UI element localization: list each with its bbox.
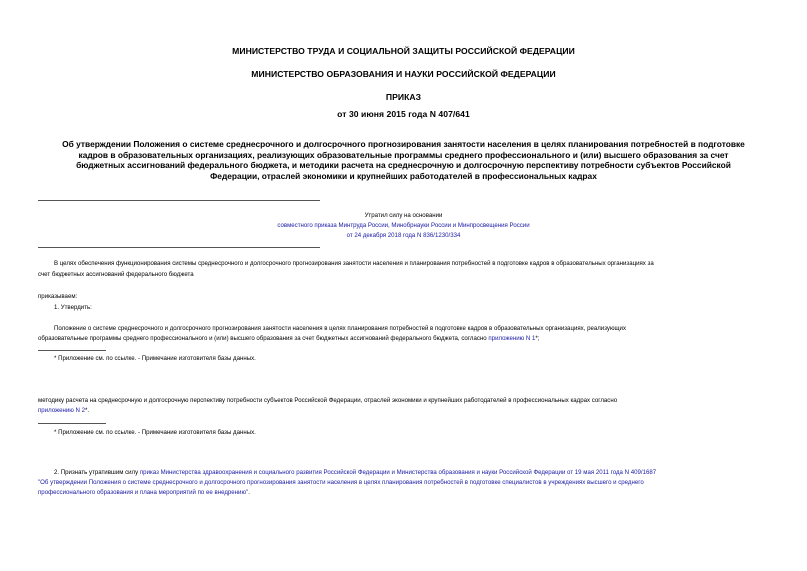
ministry-education-heading: МИНИСТЕРСТВО ОБРАЗОВАНИЯ И НАУКИ РОССИЙСКОЙ ФЕДЕРАЦИИ [251, 69, 556, 79]
repeal-order-link[interactable]: совместного приказа Минтруда России, Минобрнауки России и Минпросвещения России [277, 222, 530, 229]
appendix2-link[interactable]: приложению N 2 [38, 407, 86, 414]
order-word: приказываем: [38, 293, 78, 300]
divider-bottom [38, 247, 320, 248]
repeal-prefix: 2. Признать утратившим силу [54, 469, 139, 476]
ministry-labor-heading: МИНИСТЕРСТВО ТРУДА И СОЦИАЛЬНОЙ ЗАЩИТЫ РОССИЙСКОЙ ФЕДЕРАЦИИ [232, 46, 575, 56]
footnote-rule [38, 423, 106, 424]
item2-line [38, 406, 89, 416]
item1-line [38, 334, 539, 344]
document-date: от 30 июня 2015 года N 407/641 [337, 109, 470, 119]
footnote-2: * Приложение см. по ссылке. - Примечание изготовителя базы данных. [54, 429, 256, 436]
title-line: Федерации, отраслей экономики и крупнейших работодателей в профессиональных кадрах [210, 170, 597, 181]
appendix1-link[interactable]: приложению N 1 [488, 335, 536, 342]
intro-line: счет бюджетных ассигнований федерального бюджета [38, 271, 194, 278]
repeal-ending: . [248, 489, 250, 496]
item1-text: образовательные программы среднего профессионального и (или) высшего образования за счет бюджетных ассигнований федерального бюджета, согласно [38, 335, 487, 342]
document-type-heading: ПРИКАЗ [385, 92, 422, 102]
repealed-order-title-link-end[interactable]: профессионального образования и плана мероприятий по ее внедрению" [38, 489, 249, 496]
status-lost-force: Утратил силу на основании [364, 212, 443, 219]
repeal-order-link-date[interactable]: от 24 декабря 2018 года N 836/1230/334 [346, 232, 461, 239]
intro-line: В целях обеспечения функционирования системы среднесрочного и долгосрочного прогнозирования занятости населения и планирования потребностей в подготовке кадров в образовательных организациях за [54, 260, 654, 267]
title-line: Об утверждении Положения о системе среднесрочного и долгосрочного прогнозирования занятости населения в целях планирования потребностей в подготовке [62, 139, 745, 149]
title-line: бюджетных ассигнований федерального бюджета, и методики расчета на среднесрочную и долгосрочную перспективу потребности субъектов Российской [76, 160, 731, 171]
divider-top [38, 200, 320, 201]
repeal-line [38, 488, 250, 498]
approve-clause: 1. Утвердить: [54, 304, 92, 311]
footnote-1: * Приложение см. по ссылке. - Примечание изготовителя базы данных. [54, 355, 256, 362]
status-link[interactable] [0, 221, 807, 231]
repealed-order-title-link[interactable]: "Об утверждении Положения о системе среднесрочного и долгосрочного прогнозирования занятости населения в целях планирования потребностей в подготовке специалистов в учреждениях высшего и среднего [38, 479, 644, 486]
repeal-line [54, 468, 656, 478]
item2-ending: *. [85, 407, 90, 414]
title-line: кадров в образовательных организациях, реализующих образовательные программы среднего профессионального и (или) высшего образования за счет [78, 149, 729, 160]
item2-line: методику расчета на среднесрочную и долгосрочную перспективу потребности субъектов Российской Федерации, отраслей экономики и крупнейших работодателей в профессиональных кадрах согласно [38, 397, 618, 404]
status-link-line2[interactable] [0, 231, 807, 241]
document-title [30, 139, 777, 181]
repealed-order-link[interactable]: приказ Министерства здравоохранения и социального развития Российской Федерации и Министерства образования и науки Российской Федерации от 19 мая 2011 года N 409/1687 [139, 469, 657, 476]
item1-line: Положение о системе среднесрочного и долгосрочного прогнозирования занятости населения в целях планирования потребностей в подготовке кадров в образовательных организациях, реализующих [54, 325, 627, 332]
repeal-line[interactable] [38, 478, 644, 488]
item1-ending: *; [535, 335, 540, 342]
footnote-rule [38, 350, 106, 351]
